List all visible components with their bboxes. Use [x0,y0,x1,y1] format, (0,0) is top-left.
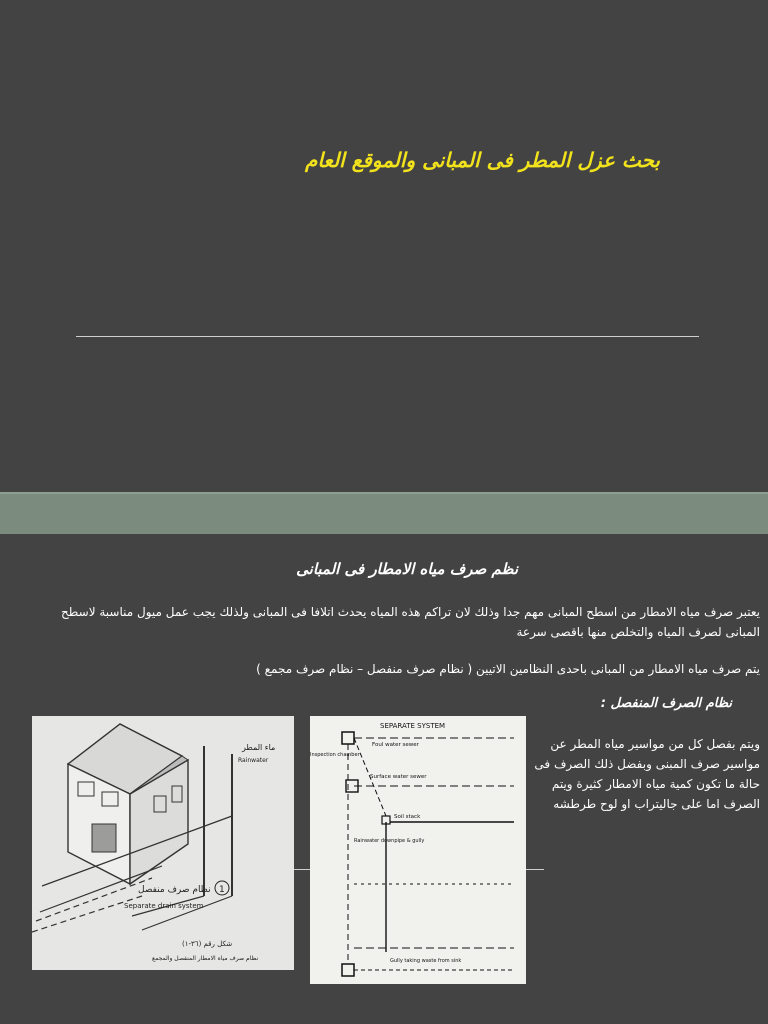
label-gully: Gully taking waste from sink [390,958,462,964]
label-surface-water-sewer: Surface water sewer [370,774,427,780]
house-drainage-sketch [32,716,294,970]
intro-paragraph: يعتبر صرف مياه الامطار من اسطح المبانى مهم جدا وذلك لان تراكم هذه المياه يحدث اتلافا فى المبانى ولذلك يجب عمل ميول مناسبة لاسطح المبانى لصرف المياه والتخلص منها باقصى سرعة [61,605,760,639]
figure-tag-english: Rainwater [238,757,269,764]
separate-system-heading: نظام الصرف المنفصل : [600,696,732,711]
figure-tag-arabic: ماء المطر [242,743,276,752]
label-inspection-chamber: Inspection chamber [310,752,360,758]
label-foul-water-sewer: Foul water sewer [372,742,419,748]
label-soil-stack: Soil stack [394,814,421,820]
figure-label-english: Separate drain system [124,902,204,910]
systems-paragraph: يتم صرف مياه الامطار من المبانى باحدى النظامين الاتيين ( نظام صرف منفصل – نظام صرف مجمع ) [256,662,760,676]
separate-system-description: ويتم بفصل كل من مواسير مياه المطر عن مواسير صرف المبنى وبفضل ذلك الصرف فى حالة ما تكون كمية مياه الامطار كثيرة ويتم الصرف اما على جاليتراب او لوح طرطشه [534,737,760,811]
label-rainwater-downpipe: Rainwater downpipe & gully [354,838,425,844]
figure-label-arabic: نظام صرف منفصل [138,885,211,895]
section-title: نظم صرف مياه الامطار فى المبانى [296,560,518,578]
title-divider [76,336,699,337]
figure-caption: شكل رقم (٣٦-١) [182,940,233,948]
figure-number: 1 [219,885,225,895]
slide-title: بحث عزل المطر فى المبانى والموقع العام [304,148,660,172]
separate-system-diagram [310,716,526,984]
title-slide [0,0,768,492]
slide-separator-band [0,492,768,534]
diagram-title: SEPARATE SYSTEM [380,722,446,730]
figure-caption-2: نظام صرف مياه الامطار المنفصل والمجمع [152,955,259,962]
